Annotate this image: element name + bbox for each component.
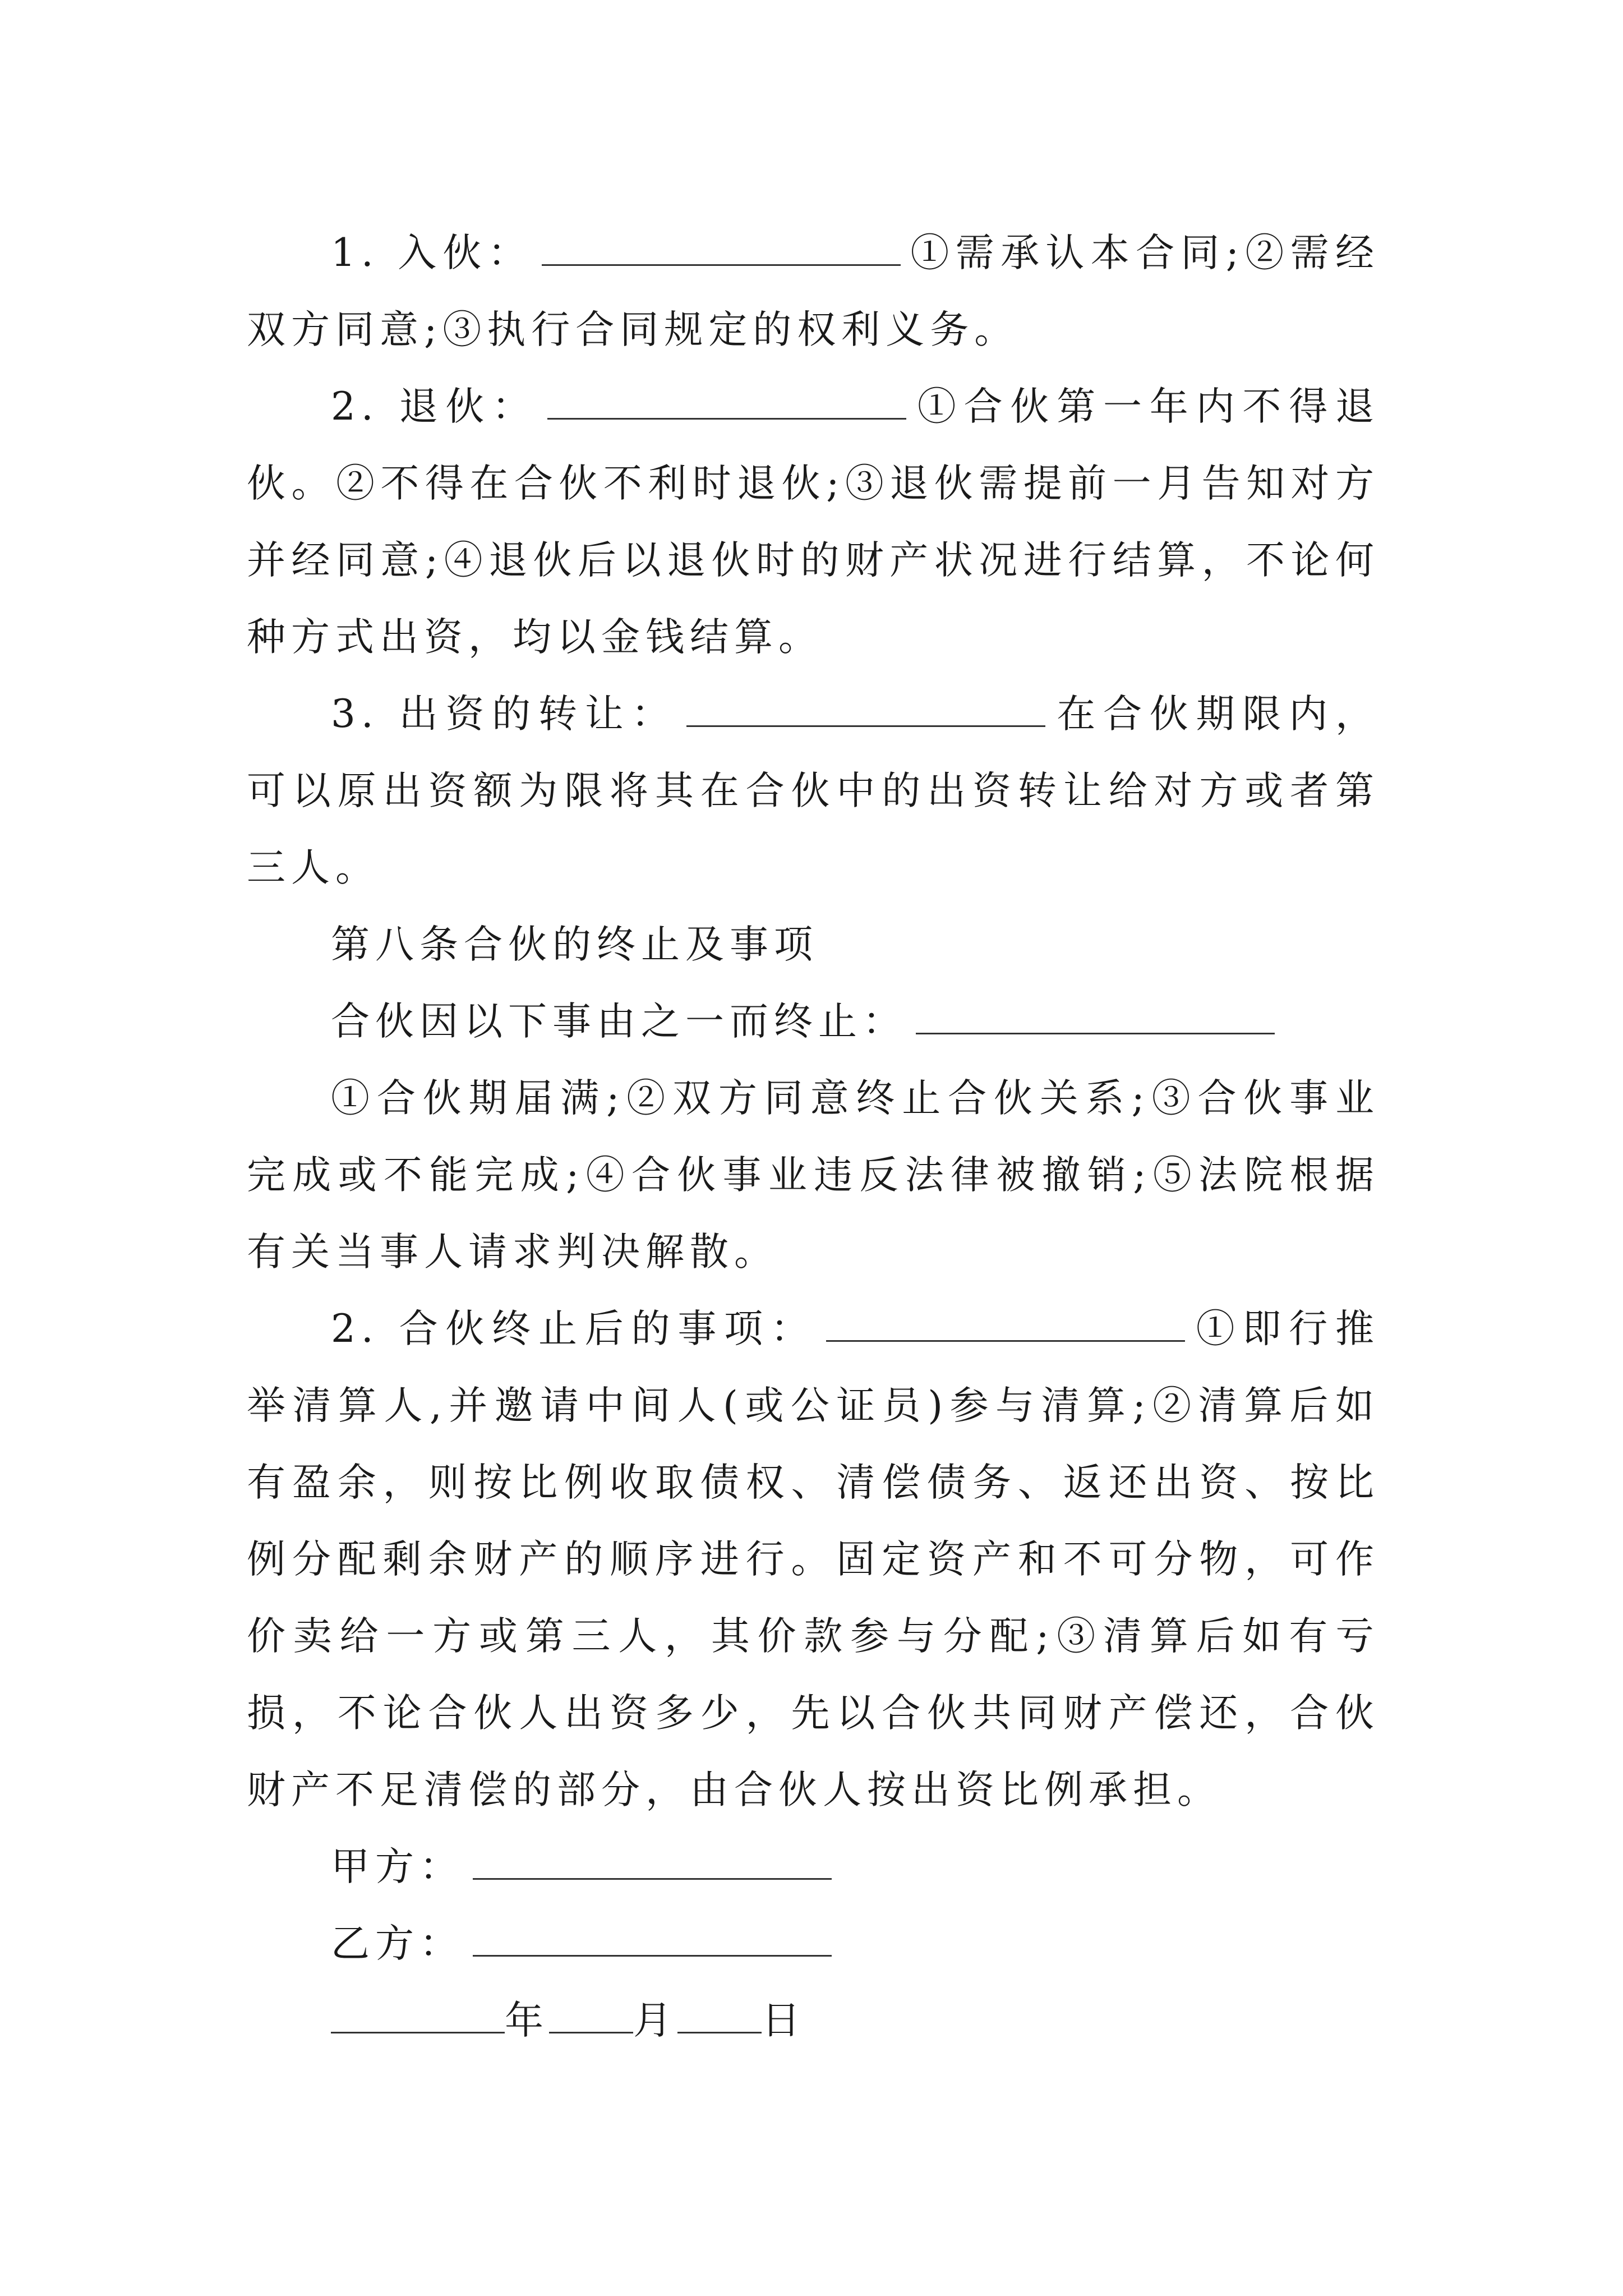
party-b-label: 乙方： — [331, 1921, 464, 1966]
clause-withdraw-text: ①合伙第一年内不得退伙。②不得在合伙不利时退伙;③退伙需提前一月告知对方并经同意;④退伙后以退伙时的财产状况进行结算，不论何种方式出资，均以金钱结算。 — [247, 384, 1380, 660]
party-b-blank[interactable] — [473, 1926, 832, 1957]
document-body — [247, 215, 1380, 2059]
clause-transfer — [247, 676, 1380, 907]
join-blank[interactable] — [542, 235, 901, 266]
day-blank[interactable] — [677, 2003, 762, 2033]
after-termination-label: 2. 合伙终止后的事项： — [331, 1306, 817, 1351]
clause-withdraw-label: 2. 退伙： — [331, 384, 538, 429]
transfer-blank[interactable] — [686, 696, 1045, 727]
termination-blank[interactable] — [916, 1004, 1275, 1034]
signing-date — [247, 1982, 1380, 2059]
termination-reasons: ①合伙期届满;②双方同意终止合伙关系;③合伙事业完成或不能完成;④合伙事业违反法律被撤销;⑤法院根据有关当事人请求判决解散。 — [247, 1076, 1380, 1274]
clause-transfer-label: 3. 出资的转让： — [331, 692, 678, 737]
after-termination-text: ①即行推举清算人,并邀请中间人(或公证员)参与清算;②清算后如有盈余，则按比例收取债权、清偿债务、返还出资、按比例分配剩余财产的顺序进行。固定资产和不可分物，可作价卖给一方或第三人，其价款参与分配;③清算后如有亏损，不论合伙人出资多少，先以合伙共同财产偿还，合伙财产不足清偿的部分，由合伙人按出资比例承担。 — [247, 1306, 1380, 1812]
signature-party-a — [247, 1829, 1380, 1906]
year-label: 年 — [505, 1998, 549, 2043]
withdraw-blank[interactable] — [547, 389, 906, 420]
article-8-heading: 第八条合伙的终止及事项 — [331, 922, 818, 967]
after-termination-blank[interactable] — [826, 1311, 1185, 1342]
month-blank[interactable] — [549, 2003, 633, 2033]
month-label: 月 — [633, 1998, 677, 2043]
termination-intro-text: 合伙因以下事由之一而终止： — [331, 999, 907, 1044]
clause-join-text: ①需承认本合同;②需经双方同意;③执行合同规定的权利义务。 — [247, 231, 1380, 352]
clause-after-termination — [247, 1291, 1380, 1829]
day-label: 日 — [762, 1998, 806, 2043]
signature-party-b — [247, 1906, 1380, 1982]
termination-intro — [247, 983, 1380, 1060]
party-a-label: 甲方： — [331, 1844, 464, 1889]
clause-join-label: 1. 入伙： — [331, 231, 533, 275]
clause-join — [247, 215, 1380, 369]
clause-transfer-text: 在合伙期限内，可以原出资额为限将其在合伙中的出资转让给对方或者第三人。 — [247, 692, 1380, 890]
clause-withdraw — [247, 369, 1380, 676]
party-a-blank[interactable] — [473, 1849, 832, 1880]
year-blank[interactable] — [331, 2003, 505, 2033]
